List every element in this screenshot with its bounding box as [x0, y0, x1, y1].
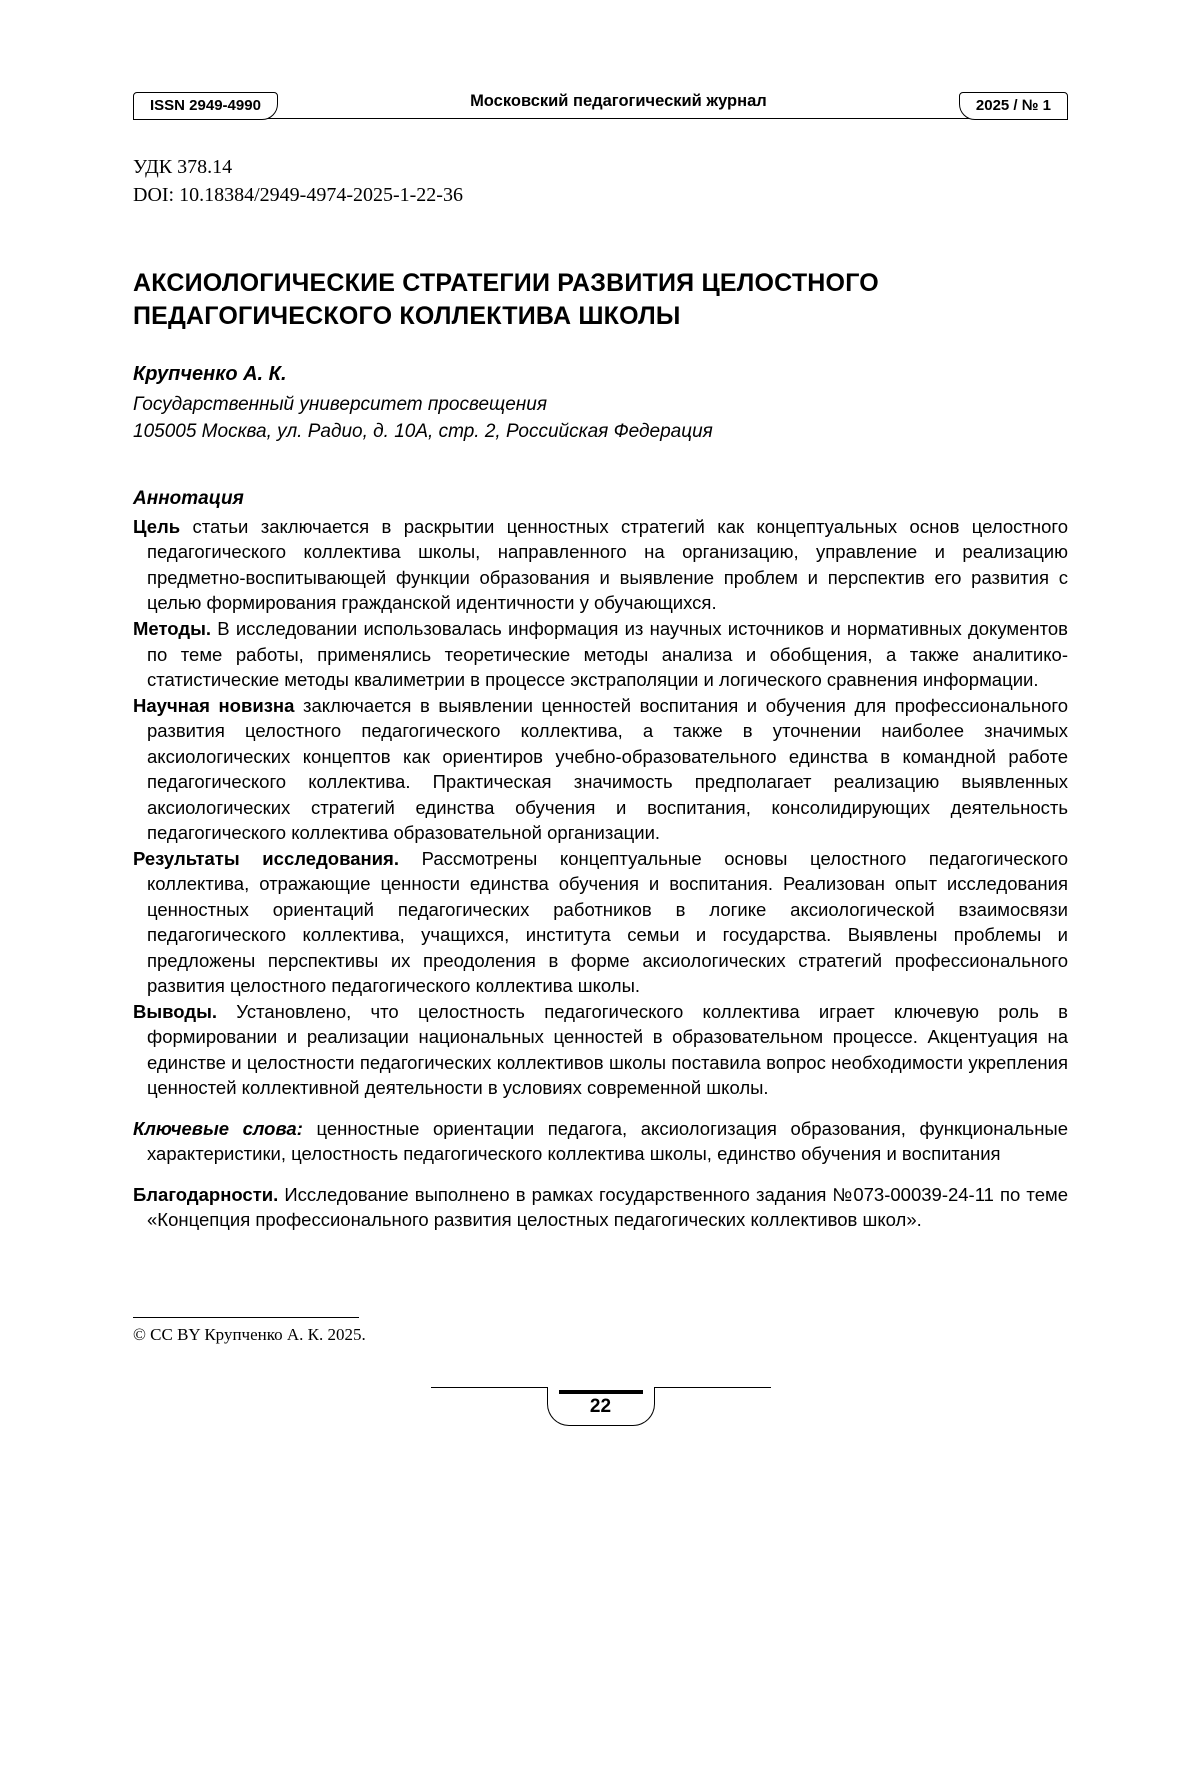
journal-title: Московский педагогический журнал — [470, 92, 767, 110]
keywords — [133, 1116, 1068, 1167]
section-label: Результаты исследования. — [133, 847, 399, 869]
section-text: Рассмотрены концептуальные основы целостного педагогического коллектива, отражающие ценности единства обучения и воспитания. Реализован опыт исследования ценностных ориентаций педагогических работников в логике аксиологической взаимосвязи педагогического коллектива, учащихся, института семьи и государства. Выявлены проблемы и предложены перспективы их преодоления в форме аксиологических стратегий профессионального развития целостного педагогического коллектива школы. — [147, 847, 1068, 997]
doi-code: DOI: 10.18384/2949-4974-2025-1-22-36 — [133, 184, 463, 206]
page-number-frame — [547, 1387, 655, 1426]
page-number-bar — [559, 1390, 643, 1395]
affiliation-address: 105005 Москва, ул. Радио, д. 10А, стр. 2, Российская Федерация — [133, 420, 713, 442]
acknowledgments-text: Исследование выполнено в рамках государственного задания №073-00039-24-11 по теме «Концепция профессионального развития целостных педагогических коллективов школ». — [147, 1183, 1068, 1231]
copyright-line: © CC BY Крупченко А. К. 2025. — [133, 1324, 366, 1344]
section-text: В исследовании использовалась информация из научных источников и нормативных документов по теме работы, применялись теоретические методы анализа и обобщения, а также аналитико-статистические методы квалиметрии в процессе экстраполяции и логического сравнения информации. — [147, 618, 1068, 691]
keywords-label: Ключевые слова: — [133, 1117, 303, 1139]
footnote — [133, 1317, 1068, 1345]
abstract-section-goal — [133, 514, 1068, 616]
keywords-text: ценностные ориентации педагога, аксиологизация образования, функциональные характеристики, целостность педагогического коллектива школы, единство обучения и воспитания — [147, 1117, 1068, 1165]
section-label: Цель — [133, 515, 181, 537]
abstract-section-results — [133, 846, 1068, 999]
page-number-block — [133, 1387, 1068, 1426]
affiliation — [133, 392, 1068, 446]
acknowledgments — [133, 1182, 1068, 1233]
section-label: Научная новизна — [133, 694, 295, 716]
article-meta — [133, 153, 1068, 209]
abstract-section-methods — [133, 616, 1068, 693]
section-text: заключается в выявлении ценностей воспитания и обучения для профессионального развития целостного педагогического коллектива, а также в уточнении наиболее значимых аксиологических концептов как ориентиров учебно-образовательного единства в командной работе педагогического коллектива. Практическая значимость предполагает реализацию выявленных аксиологических стратегий единства обучения и воспитания, консолидирующих деятельность педагогического коллектива образовательной организации. — [147, 694, 1068, 844]
section-text: Установлено, что целостность педагогического коллектива играет ключевую роль в формировании и реализации национальных ценностей в образовательном процессе. Акцентуация на единстве и целостности педагогических коллективов школы поставила вопрос необходимости укрепления ценностей коллективной деятельности в условиях современной школы. — [147, 1000, 1068, 1099]
section-label: Методы. — [133, 618, 212, 639]
journal-header — [133, 86, 1068, 119]
section-text: статьи заключается в раскрытии ценностных стратегий как концептуальных основ целостного педагогического коллектива школы, направленного на организацию, управление и реализацию предметно-воспитывающей функции образования и выявление проблем и перспектив его развития с целью формирования гражданской идентичности у обучающихся. — [147, 515, 1068, 614]
acknowledgments-label: Благодарности. — [133, 1183, 279, 1205]
issn-badge: ISSN 2949-4990 — [133, 92, 278, 120]
author-name: Крупченко А. К. — [133, 363, 287, 385]
page-number: 22 — [589, 1396, 612, 1418]
footnote-rule — [133, 1317, 359, 1318]
udk-code: УДК 378.14 — [133, 156, 233, 178]
abstract-heading: Аннотация — [133, 487, 244, 509]
article-title: АКСИОЛОГИЧЕСКИЕ СТРАТЕГИИ РАЗВИТИЯ ЦЕЛОСТНОГО ПЕДАГОГИЧЕСКОГО КОЛЛЕКТИВА ШКОЛЫ — [133, 269, 879, 330]
abstract-section-novelty — [133, 693, 1068, 846]
issue-badge: 2025 / № 1 — [959, 92, 1068, 120]
affiliation-org: Государственный университет просвещения — [133, 394, 547, 415]
abstract-section-conclusions — [133, 999, 1068, 1101]
section-label: Выводы. — [133, 1000, 218, 1022]
